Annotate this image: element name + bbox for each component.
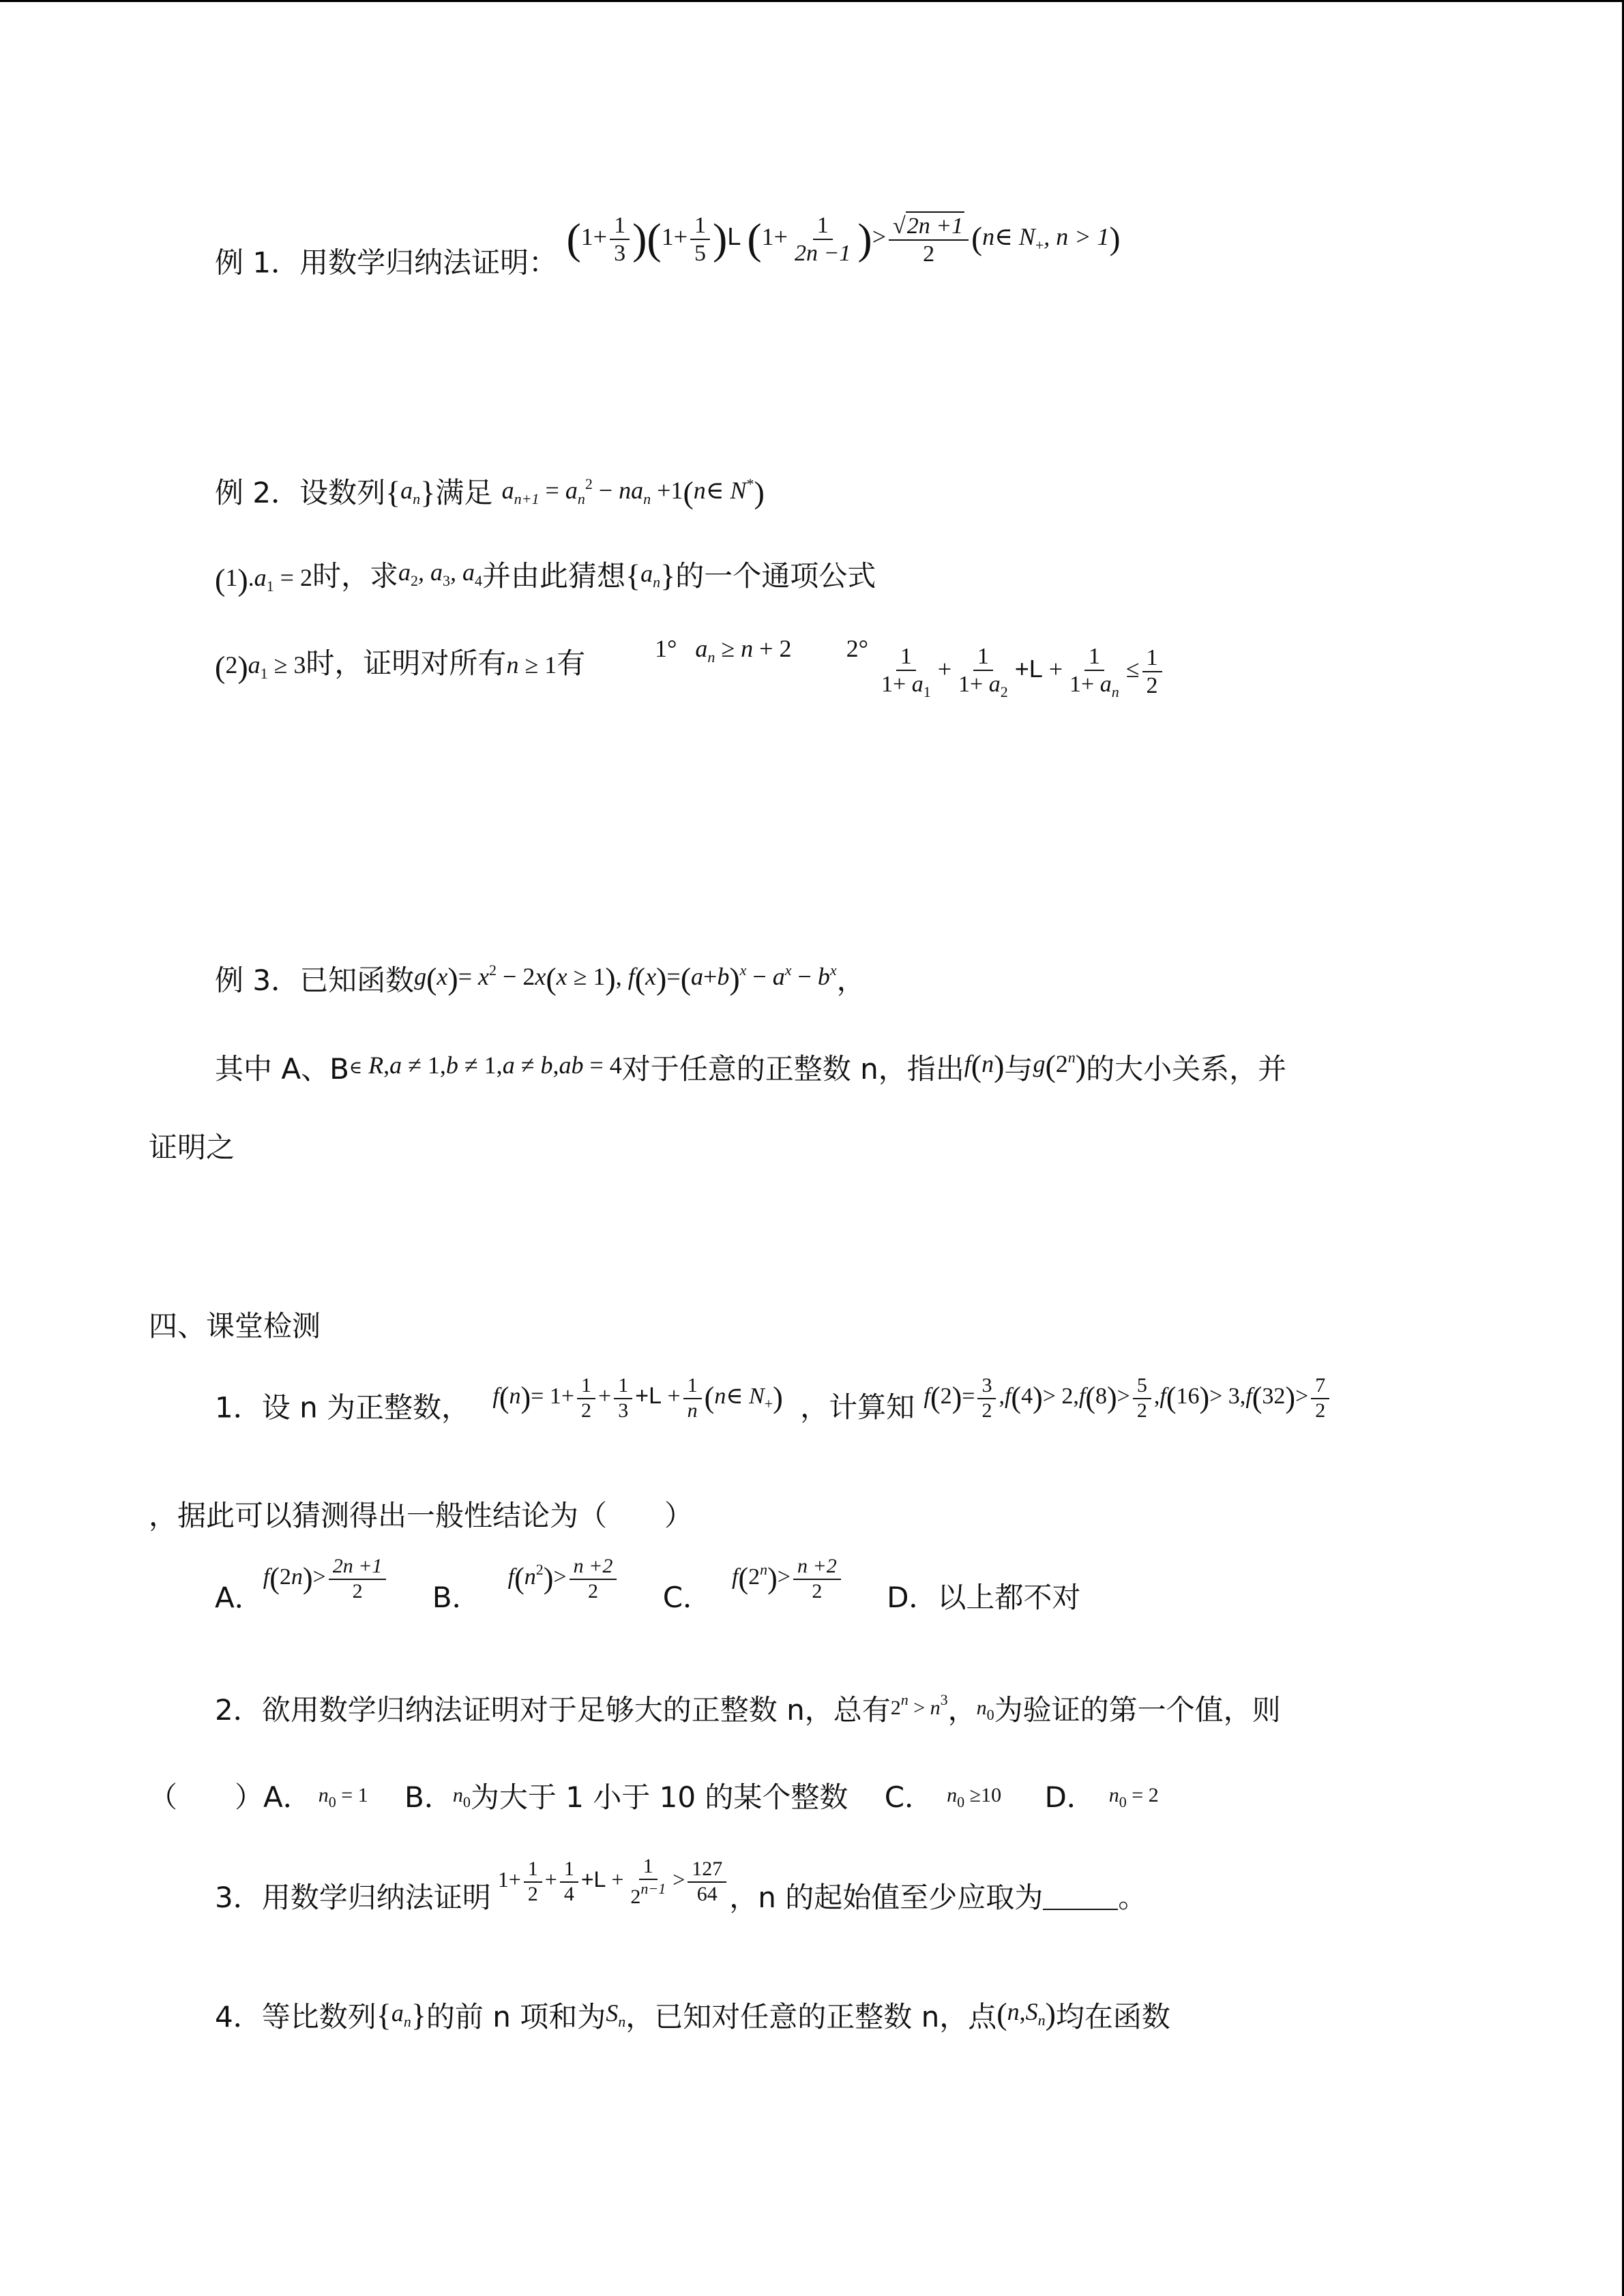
q2-option-a: $n_0 = 1$ — [318, 1784, 368, 1810]
q1-known: f(2)= $\frac{3}{2}$ ,f(4)> 2,f(8)> $\frac{5}{2}$ ,f(16)> 3,f(32)> $\frac{7}{2}$ — [924, 1384, 1333, 1409]
q1-option-b: $f(n^2)>$ $\frac{n +2}{2}$ — [508, 1564, 620, 1590]
q3-intro: 3．用数学归纳法证明 — [215, 1880, 491, 1914]
q3-text: ，n 的起始值至少应取为 — [729, 1880, 1044, 1914]
q2-comma: ， — [947, 1693, 977, 1727]
q1-option-d: D．以上都不对 — [887, 1581, 1081, 1615]
q1-option-a: f(2n)> $\frac{2n +1}{2}$ — [263, 1564, 389, 1590]
q3-answer-blank[interactable] — [1043, 1884, 1118, 1910]
q1-calc: ，计算知 — [800, 1390, 915, 1425]
example-3-g: g(2$^n$) — [1033, 1048, 1087, 1084]
part-2-cond: $(2)a_1 \ge 3$ — [215, 649, 306, 685]
q1-option-a-label: A． — [215, 1581, 263, 1615]
example-3-line-3: 证明之 — [149, 1131, 235, 1164]
example-1-formula: (1+ $\frac{1}{3}$ )(1+ $\frac{1}{5}$ )L (1+ $\frac{1}{2n -1}$ )> $\frac{√2n +1}{2}$ (n∈ $N_+$, n > 1) — [566, 213, 1121, 267]
q1-func: f(n)= 1+ $\frac{1}{2}$ + $\frac{1}{3}$ +L + $\frac{1}{n}$ (n∈ $N_+$) — [492, 1374, 783, 1422]
part-1-seq: $\{a_n\}$ — [625, 558, 676, 593]
example-2-claims — [655, 634, 1165, 700]
example-3-line-1 — [215, 958, 866, 999]
example-2-satisfies: 满足 — [435, 476, 493, 509]
q2-option-b-n0: $n_0$ — [452, 1784, 471, 1810]
q1-option-b-label: B． — [432, 1581, 481, 1615]
part-1-time: 时，求 — [312, 559, 398, 593]
q4-text-3: 均在函数 — [1055, 2000, 1170, 2033]
example-2-seq: $\{a_n\}$ — [385, 475, 436, 510]
q3-end: 。 — [1118, 1880, 1147, 1914]
q4-text-2: ，已知对任意的正整数 n，点 — [625, 2000, 997, 2033]
top-border — [0, 0, 1624, 2]
section-4-heading: 四、课堂检测 — [149, 1309, 321, 1343]
q2-options — [149, 1775, 1159, 1816]
part-2-n: n ≥ 1 — [506, 651, 557, 679]
q2-n0: $n_0$ — [976, 1697, 994, 1723]
example-3-comma: ， — [836, 964, 866, 997]
q2-option-b-label: B． — [404, 1780, 453, 1814]
q2-ineq: $2^n > n^3$ — [890, 1691, 948, 1719]
q2-line-1 — [215, 1688, 1281, 1729]
q1-option-c: $f(2^n)>$ $\frac{n +2}{2}$ — [732, 1564, 844, 1590]
q2-option-a-label: A． — [263, 1780, 312, 1814]
q1-option-c-label: C． — [662, 1581, 712, 1615]
q1-options — [215, 1555, 1080, 1616]
q2-option-c: $n_0 \ge 10$ — [947, 1784, 1002, 1810]
q2-text: 为验证的第一个值，则 — [994, 1693, 1281, 1727]
example-3-fn: f(n) — [964, 1048, 1005, 1084]
part-1-text: 并由此猜想 — [482, 559, 625, 593]
q1-intro: 1．设 n 为正整数， — [215, 1390, 471, 1425]
example-3-with: 与 — [1004, 1052, 1033, 1086]
q2-option-d-label: D． — [1044, 1780, 1095, 1814]
q2-option-b: 为大于 1 小于 10 的某个整数 — [470, 1780, 848, 1814]
example-2-line-1 — [215, 471, 765, 511]
part-2-have: 有 — [557, 646, 586, 680]
q4-intro: 4．等比数列 — [215, 2000, 377, 2033]
part-1-cond: $(1).a_1 = 2$ — [215, 562, 312, 597]
q2-paren: （ ） — [149, 1780, 264, 1814]
example-3-cond: ∈ R,a ≠ 1,b ≠ 1,a ≠ b,ab = 4 — [349, 1052, 622, 1079]
example-1 — [215, 211, 1121, 281]
part-2-text: 时，证明对所有 — [306, 646, 507, 680]
example-3-where: 其中 A、B — [215, 1052, 349, 1086]
q1-line-2: ，据此可以猜测得出一般性结论为（ ） — [149, 1499, 694, 1532]
q2-option-d: $n_0 = 2$ — [1108, 1784, 1159, 1810]
example-1-label: 例 1．用数学归纳法证明： — [215, 245, 558, 280]
q4-sn: $S_n$ — [606, 1999, 626, 2030]
q4-text: 的前 n 项和为 — [426, 2000, 606, 2033]
example-3-func: $g(x)= x^2 - 2x(x \ge 1)$, $f(x)=(a+b)^x - a^x - b^x$ — [414, 961, 837, 996]
part-1-end: 的一个通项公式 — [675, 559, 876, 593]
example-3-text: 对于任意的正整数 n，指出 — [621, 1052, 964, 1086]
q2-intro: 2．欲用数学归纳法证明对于足够大的正整数 n，总有 — [215, 1693, 891, 1727]
claim-2: 2° $\frac{1}{1+ a_1}$ + $\frac{1}{1+ a_2}$ +L + $\frac{1}{1+ a_n}$ ≤ $\frac{1}{2}$ — [846, 655, 1165, 683]
example-3-line-2 — [215, 1047, 1286, 1088]
q3-ineq: 1+ $\frac{1}{2}$ + $\frac{1}{4}$ +L + $\frac{1}{2^{n-1}}$ > $\frac{127}{64}$ — [498, 1867, 730, 1892]
part-1-terms: $a_2$, $a_3$, $a_4$ — [398, 558, 482, 589]
example-3-relation: 的大小关系，并 — [1086, 1052, 1287, 1086]
q4-point: $(n,S_n)$ — [996, 1996, 1056, 2031]
example-2-part-2 — [215, 641, 585, 683]
q3-line — [215, 1855, 1147, 1916]
q4-seq: $\{a_n\}$ — [376, 1997, 426, 2033]
example-2-intro: 例 2．设数列 — [215, 476, 386, 509]
q1-line-1 — [215, 1374, 1332, 1426]
claim-1: 1° $a_n \ge n + 2$ — [655, 635, 792, 666]
example-3-label: 例 3．已知函数 — [215, 964, 415, 997]
q2-option-c-label: C． — [884, 1780, 934, 1814]
q4-line — [215, 1995, 1170, 2036]
example-2-recurrence: $a_{n+1} = a_n^2 - na_n$ +1(n∈ N*) — [501, 475, 765, 510]
example-2-part-1 — [215, 554, 876, 596]
